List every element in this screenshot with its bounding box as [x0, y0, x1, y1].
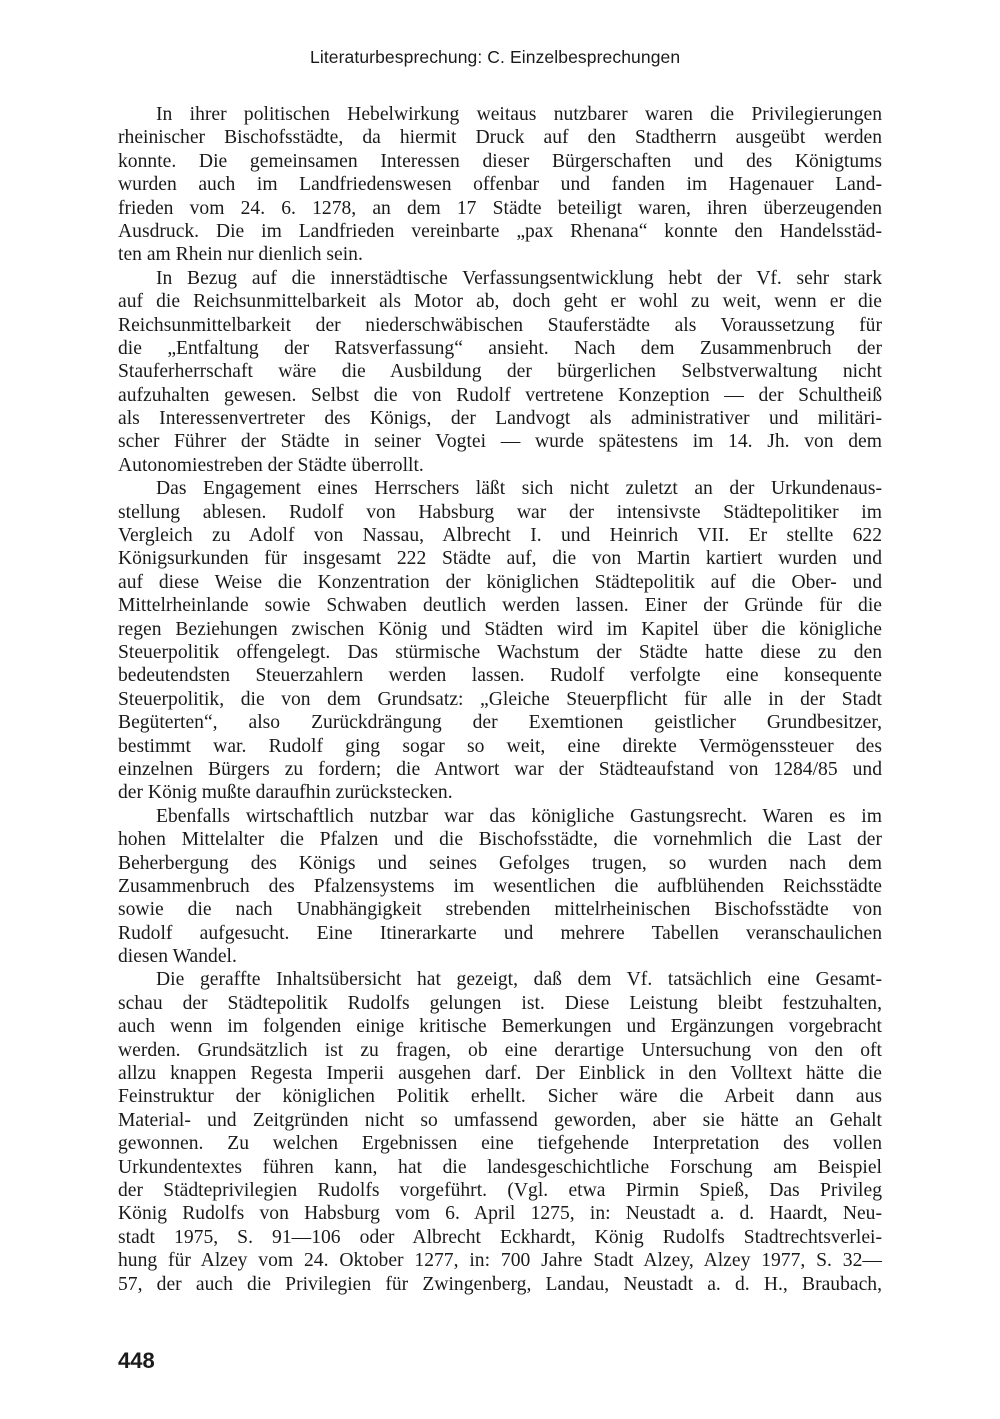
text-line: sowie die nach Unabhängigkeit strebenden mittelrheinischen Bischofsstädte von [118, 899, 882, 921]
text-line: Steuerpolitik, die von dem Grundsatz: „Gleiche Steuerpflicht für alle in der Stadt [118, 688, 882, 710]
paragraph [118, 103, 882, 267]
text-line: In Bezug auf die innerstädtische Verfassungsentwicklung hebt der Vf. sehr stark [156, 267, 882, 289]
body-text [118, 103, 882, 1296]
text-line: scher Führer der Städte in seiner Vogtei — wurde spätestens im 14. Jh. von dem [118, 431, 882, 453]
text-line: hung für Alzey vom 24. Oktober 1277, in: 700 Jahre Stadt Alzey, Alzey 1977, S. 32— [118, 1250, 882, 1272]
text-line: konnte. Die gemeinsamen Interessen dieser Bürgerschaften und des Königtums [118, 150, 882, 172]
text-line: der König mußte daraufhin zurückstecken. [118, 782, 453, 804]
text-line: Beherbergung des Königs und seines Gefolges trugen, so wurden nach dem [118, 852, 882, 874]
text-line: Reichsunmittelbarkeit der niederschwäbischen Stauferstädte als Voraussetzung für [118, 314, 882, 336]
text-line: auf die Reichsunmittelbarkeit als Motor ab, doch geht er wohl zu weit, wenn er die [118, 291, 882, 313]
text-line: bedeutendsten Steuerzahlern werden lassen. Rudolf verfolgte eine konsequente [118, 665, 882, 687]
paragraph [118, 477, 882, 804]
text-line: Zusammenbruch des Pfalzensystems im wesentlichen die aufblühenden Reichsstädte [118, 875, 882, 897]
text-line: gewonnen. Zu welchen Ergebnissen eine tiefgehende Interpretation des vollen [118, 1133, 882, 1155]
text-line: auf diese Weise die Konzentration der königlichen Städtepolitik auf die Ober- und [118, 571, 882, 593]
text-line: Autonomiestreben der Städte überrollt. [118, 454, 424, 476]
paragraph [118, 968, 882, 1295]
text-line: Material- und Zeitgründen nicht so umfassend geworden, aber sie hätte an Gehalt [118, 1109, 882, 1131]
text-line: einzelnen Bürgers zu fordern; die Antwort war der Städteaufstand von 1284/85 und [118, 758, 882, 780]
text-line: Ebenfalls wirtschaftlich nutzbar war das königliche Gastungsrecht. Waren es im [156, 805, 882, 827]
text-line: Mittelrheinlande sowie Schwaben deutlich werden lassen. Einer der Gründe für die [118, 595, 882, 617]
text-line: auch wenn im folgenden einige kritische Bemerkungen und Ergänzungen vorgebracht [118, 1016, 882, 1038]
text-line: Stauferherrschaft wäre die Ausbildung der bürgerlichen Selbstverwaltung nicht [118, 361, 882, 383]
text-line: wurden auch im Landfriedenswesen offenbar und fanden im Hagenauer Land- [118, 174, 882, 196]
text-line: diesen Wandel. [118, 946, 237, 968]
text-line: bestimmt war. Rudolf ging sogar so weit, eine direkte Vermögenssteuer des [118, 735, 882, 757]
text-line: Urkundentextes führen kann, hat die landesgeschichtliche Forschung am Beispiel [118, 1156, 882, 1178]
text-line: König Rudolfs von Habsburg vom 6. April 1275, in: Neustadt a. d. Haardt, Neu- [118, 1203, 882, 1225]
text-line: Steuerpolitik offengelegt. Das stürmische Wachstum der Städte hatte diese zu den [118, 641, 882, 663]
text-line: ten am Rhein nur dienlich sein. [118, 244, 363, 266]
text-line: rheinischer Bischofsstädte, da hiermit Druck auf den Stadtherrn ausgeübt werden [118, 127, 882, 149]
text-line: stadt 1975, S. 91—106 oder Albrecht Eckhardt, König Rudolfs Stadtrechtsverlei- [118, 1226, 882, 1248]
text-line: hohen Mittelalter die Pfalzen und die Bischofsstädte, die vornehmlich die Last der [118, 829, 882, 851]
running-header: Literaturbesprechung: C. Einzelbesprechungen [310, 47, 681, 67]
text-line: als Interessenvertreter des Königs, der Landvogt als administrativer und militäri- [118, 408, 882, 430]
paragraph [118, 805, 882, 969]
text-line: stellung ablesen. Rudolf von Habsburg war der intensivste Städtepolitiker im [118, 501, 882, 523]
text-line: schau der Städtepolitik Rudolfs gelungen ist. Diese Leistung bleibt festzuhalten, [118, 992, 882, 1014]
text-line: Rudolf aufgesucht. Eine Itinerarkarte und mehrere Tabellen veranschaulichen [118, 922, 882, 944]
text-line: 57, der auch die Privilegien für Zwingenberg, Landau, Neustadt a. d. H., Braubach, [118, 1273, 882, 1295]
text-line: werden. Grundsätzlich ist zu fragen, ob eine derartige Untersuchung von den oft [118, 1039, 882, 1061]
text-line: aufzuhalten gewesen. Selbst die von Rudolf vertretene Konzeption — der Schultheiß [118, 384, 882, 406]
text-line: Die geraffte Inhaltsübersicht hat gezeigt, daß dem Vf. tatsächlich eine Gesamt- [156, 969, 882, 991]
text-line: Begüterten“, also Zurückdrängung der Exemtionen geistlicher Grundbesitzer, [118, 712, 882, 734]
paragraph [118, 267, 882, 478]
text-line: In ihrer politischen Hebelwirkung weitaus nutzbarer waren die Privilegierungen [156, 104, 882, 125]
text-line: allzu knappen Regesta Imperii ausgehen darf. Der Einblick in den Volltext hätte die [118, 1063, 882, 1085]
text-line: Ausdruck. Die im Landfrieden vereinbarte „pax Rhenana“ konnte den Handelsstäd- [118, 220, 882, 242]
text-line: Feinstruktur der königlichen Politik erhellt. Sicher wäre die Arbeit dann aus [118, 1086, 882, 1108]
text-line: Vergleich zu Adolf von Nassau, Albrecht I. und Heinrich VII. Er stellte 622 [118, 525, 882, 547]
page-number: 448 [118, 1348, 155, 1373]
text-line: der Städteprivilegien Rudolfs vorgeführt. (Vgl. etwa Pirmin Spieß, Das Privileg [118, 1179, 882, 1201]
text-line: regen Beziehungen zwischen König und Städten wird im Kapitel über die königliche [118, 618, 882, 640]
text-line: frieden vom 24. 6. 1278, an dem 17 Städte beteiligt waren, ihren überzeugenden [118, 197, 882, 219]
text-line: die „Entfaltung der Ratsverfassung“ ansieht. Nach dem Zusammenbruch der [118, 337, 882, 359]
text-line: Das Engagement eines Herrschers läßt sich nicht zuletzt an der Urkundenaus- [156, 478, 882, 500]
text-line: Königsurkunden für insgesamt 222 Städte auf, die von Martin kartiert wurden und [118, 548, 882, 570]
